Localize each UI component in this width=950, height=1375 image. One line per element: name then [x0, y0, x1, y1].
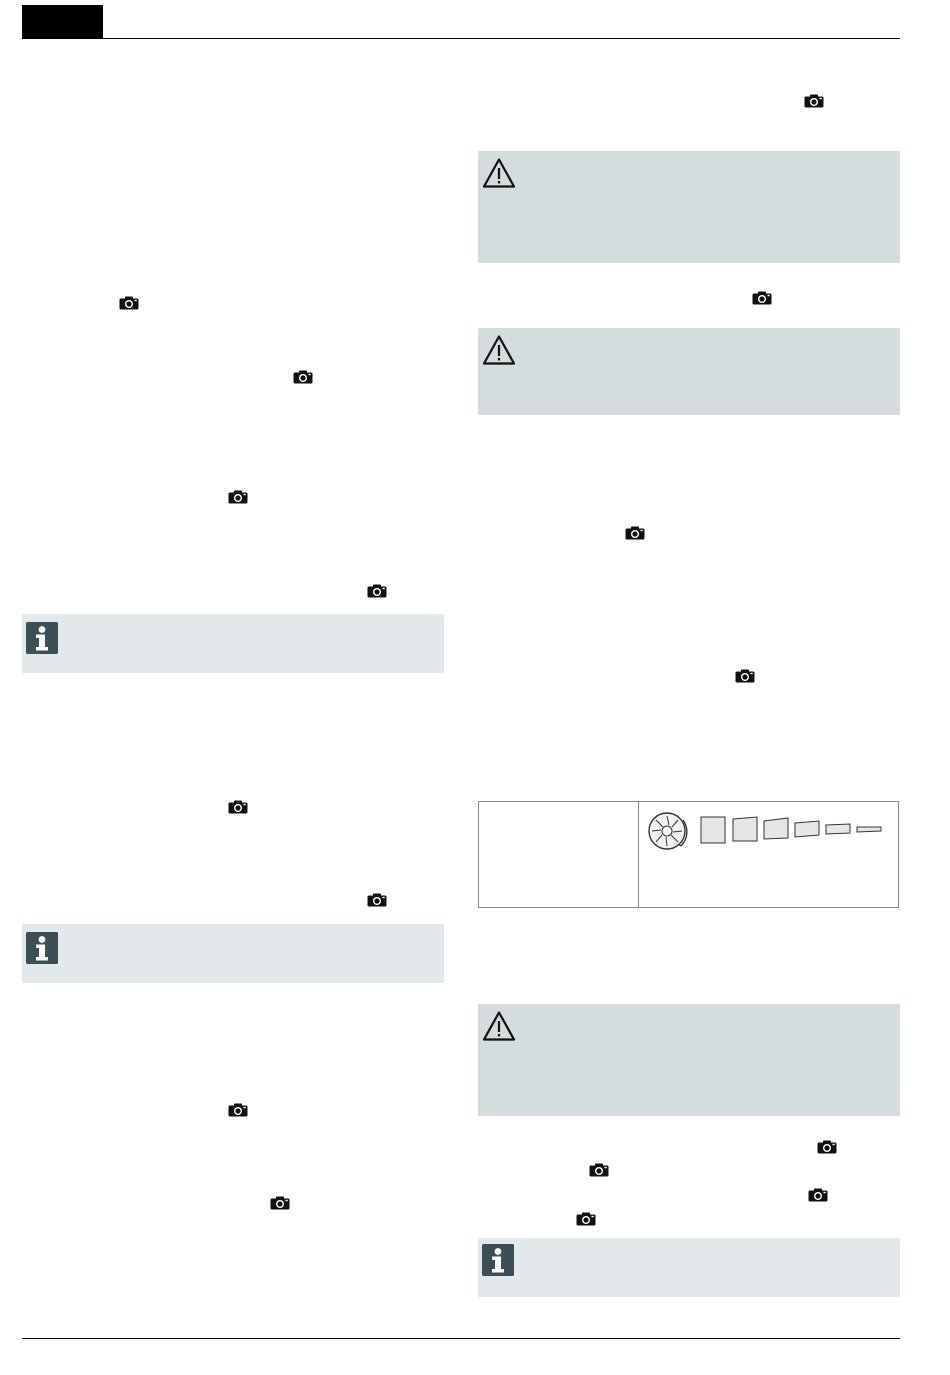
warning-box — [478, 328, 900, 415]
camera-icon — [228, 1103, 248, 1117]
camera-icon — [367, 584, 387, 598]
camera-icon — [752, 291, 772, 305]
table-divider — [638, 802, 639, 907]
spray-pattern-table — [478, 801, 899, 908]
header-tab — [22, 5, 103, 38]
warning-triangle-icon — [482, 157, 516, 189]
camera-icon — [808, 1188, 828, 1202]
info-note-box — [478, 1238, 900, 1297]
header-rule — [22, 38, 900, 39]
camera-icon — [367, 893, 387, 907]
camera-icon — [119, 296, 139, 310]
camera-icon — [589, 1163, 609, 1177]
nozzle-spray-diagram-icon — [647, 810, 883, 861]
camera-icon — [735, 669, 755, 683]
info-icon — [26, 622, 58, 654]
warning-triangle-icon — [482, 1010, 516, 1042]
camera-icon — [270, 1196, 290, 1210]
footer-rule — [22, 1338, 900, 1339]
info-icon — [482, 1244, 514, 1276]
camera-icon — [625, 526, 645, 540]
info-note-box — [22, 924, 444, 983]
camera-icon — [293, 370, 313, 384]
warning-triangle-icon — [482, 334, 516, 366]
warning-box — [478, 1004, 900, 1116]
camera-icon — [228, 800, 248, 814]
camera-icon — [804, 94, 824, 108]
info-icon — [26, 932, 58, 964]
camera-icon — [228, 490, 248, 504]
info-note-box — [22, 614, 444, 673]
camera-icon — [576, 1212, 596, 1226]
camera-icon — [817, 1140, 837, 1154]
warning-box — [478, 151, 900, 263]
